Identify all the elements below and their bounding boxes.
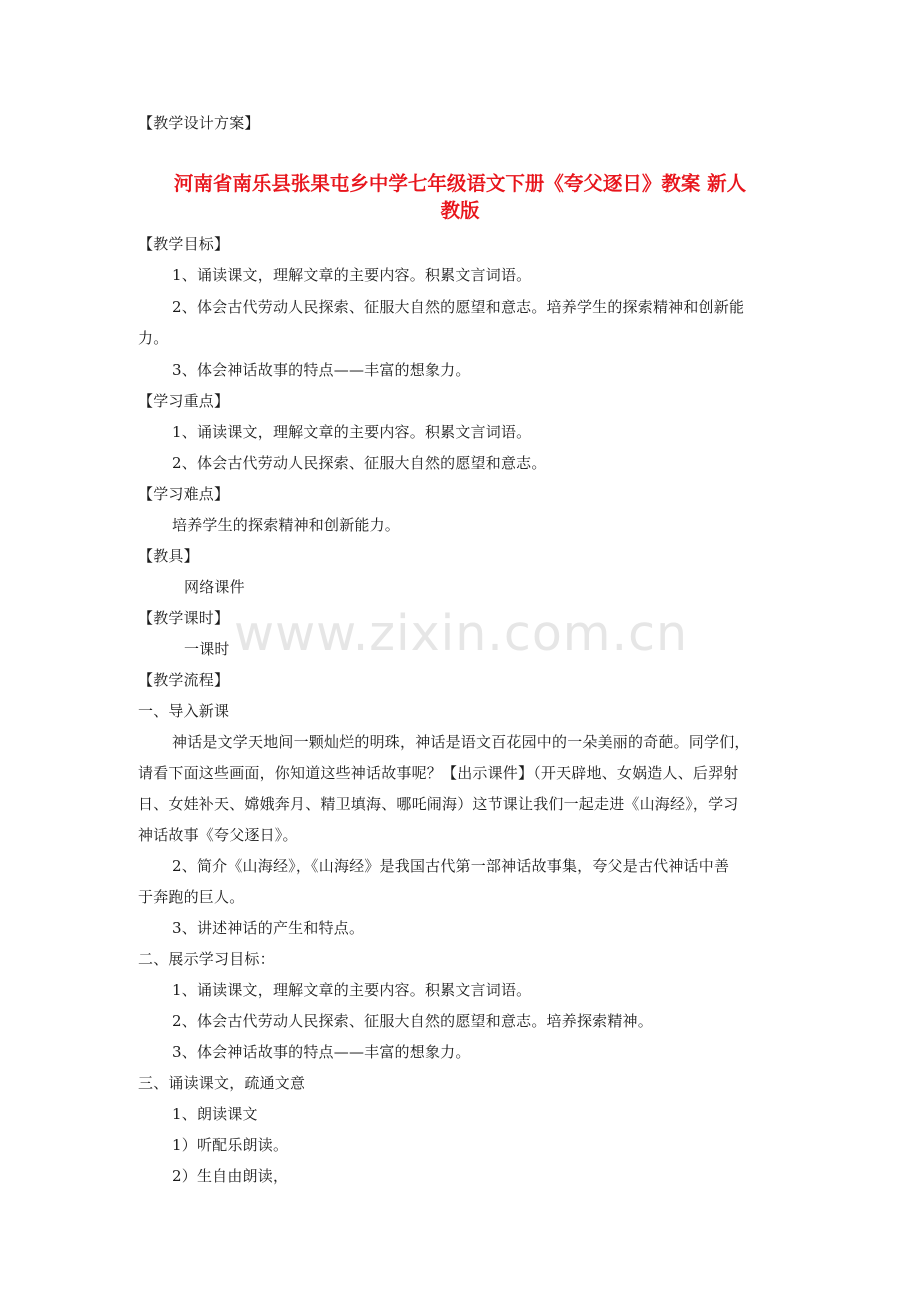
hours-text: 一课时 [184, 640, 230, 658]
difficulties-text: 培养学生的探索精神和创新能力。 [172, 516, 401, 534]
section-1-heading: 一、导入新课 [138, 702, 230, 720]
page-title-line-2: 教版 [440, 199, 480, 222]
tools-heading: 【教具】 [138, 547, 199, 565]
hours-heading: 【教学课时】 [138, 609, 230, 627]
section-3-item-1: 1、朗读课文 [172, 1105, 258, 1123]
section-3-heading: 三、诵读课文，疏通文意 [138, 1074, 306, 1092]
watermark: www.zixin.com.cn [234, 605, 689, 662]
section-1-paragraph-1-line-2: 请看下面这些画面，你知道这些神话故事呢？【出示课件】（开天辟地、女娲造人、后羿射 [138, 764, 739, 782]
section-1-paragraph-2-line-1: 2、简介《山海经》，《山海经》是我国古代第一部神话故事集，夸父是古代神话中善 [172, 857, 730, 875]
objectives-item-3: 3、体会神话故事的特点——丰富的想象力。 [172, 361, 471, 379]
key-points-heading: 【学习重点】 [138, 392, 230, 410]
process-heading: 【教学流程】 [138, 671, 230, 689]
section-1-paragraph-2-line-2: 于奔跑的巨人。 [138, 888, 245, 906]
section-1-paragraph-1-line-1: 神话是文学天地间一颗灿烂的明珠，神话是语文百花园中的一朵美丽的奇葩。同学们， [172, 733, 750, 751]
objectives-item-2-line-1: 2、体会古代劳动人民探索、征服大自然的愿望和意志。培养学生的探索精神和创新能 [172, 298, 745, 316]
objectives-heading: 【教学目标】 [138, 235, 230, 253]
page-title-line-1: 河南省南乐县张果屯乡中学七年级语文下册《夸父逐日》教案 新人 [173, 172, 747, 195]
section-3-sub-item-2: 2）生自由朗读， [172, 1167, 289, 1185]
section-1-paragraph-3: 3、讲述神话的产生和特点。 [172, 919, 365, 937]
section-2-item-1: 1、诵读课文，理解文章的主要内容。积累文言词语。 [172, 981, 532, 999]
section-3-sub-item-1: 1）听配乐朗读。 [172, 1136, 289, 1154]
section-1-paragraph-1-line-4: 神话故事《夸父逐日》。 [138, 826, 298, 844]
objectives-item-2-line-2: 力。 [138, 329, 169, 347]
section-2-item-2: 2、体会古代劳动人民探索、征服大自然的愿望和意志。培养探索精神。 [172, 1012, 653, 1030]
tools-text: 网络课件 [184, 578, 245, 596]
key-points-item-1: 1、诵读课文，理解文章的主要内容。积累文言词语。 [172, 423, 532, 441]
section-2-heading: 二、展示学习目标： [138, 950, 275, 968]
section-1-paragraph-1-line-3: 日、女娃补天、嫦娥奔月、精卫填海、哪吒闹海）这节课让我们一起走进《山海经》，学习 [138, 795, 739, 813]
key-points-item-2: 2、体会古代劳动人民探索、征服大自然的愿望和意志。 [172, 454, 547, 472]
section-2-item-3: 3、体会神话故事的特点——丰富的想象力。 [172, 1043, 471, 1061]
difficulties-heading: 【学习难点】 [138, 485, 230, 503]
objectives-item-1: 1、诵读课文，理解文章的主要内容。积累文言词语。 [172, 266, 532, 284]
header-label: 【教学设计方案】 [138, 114, 260, 132]
